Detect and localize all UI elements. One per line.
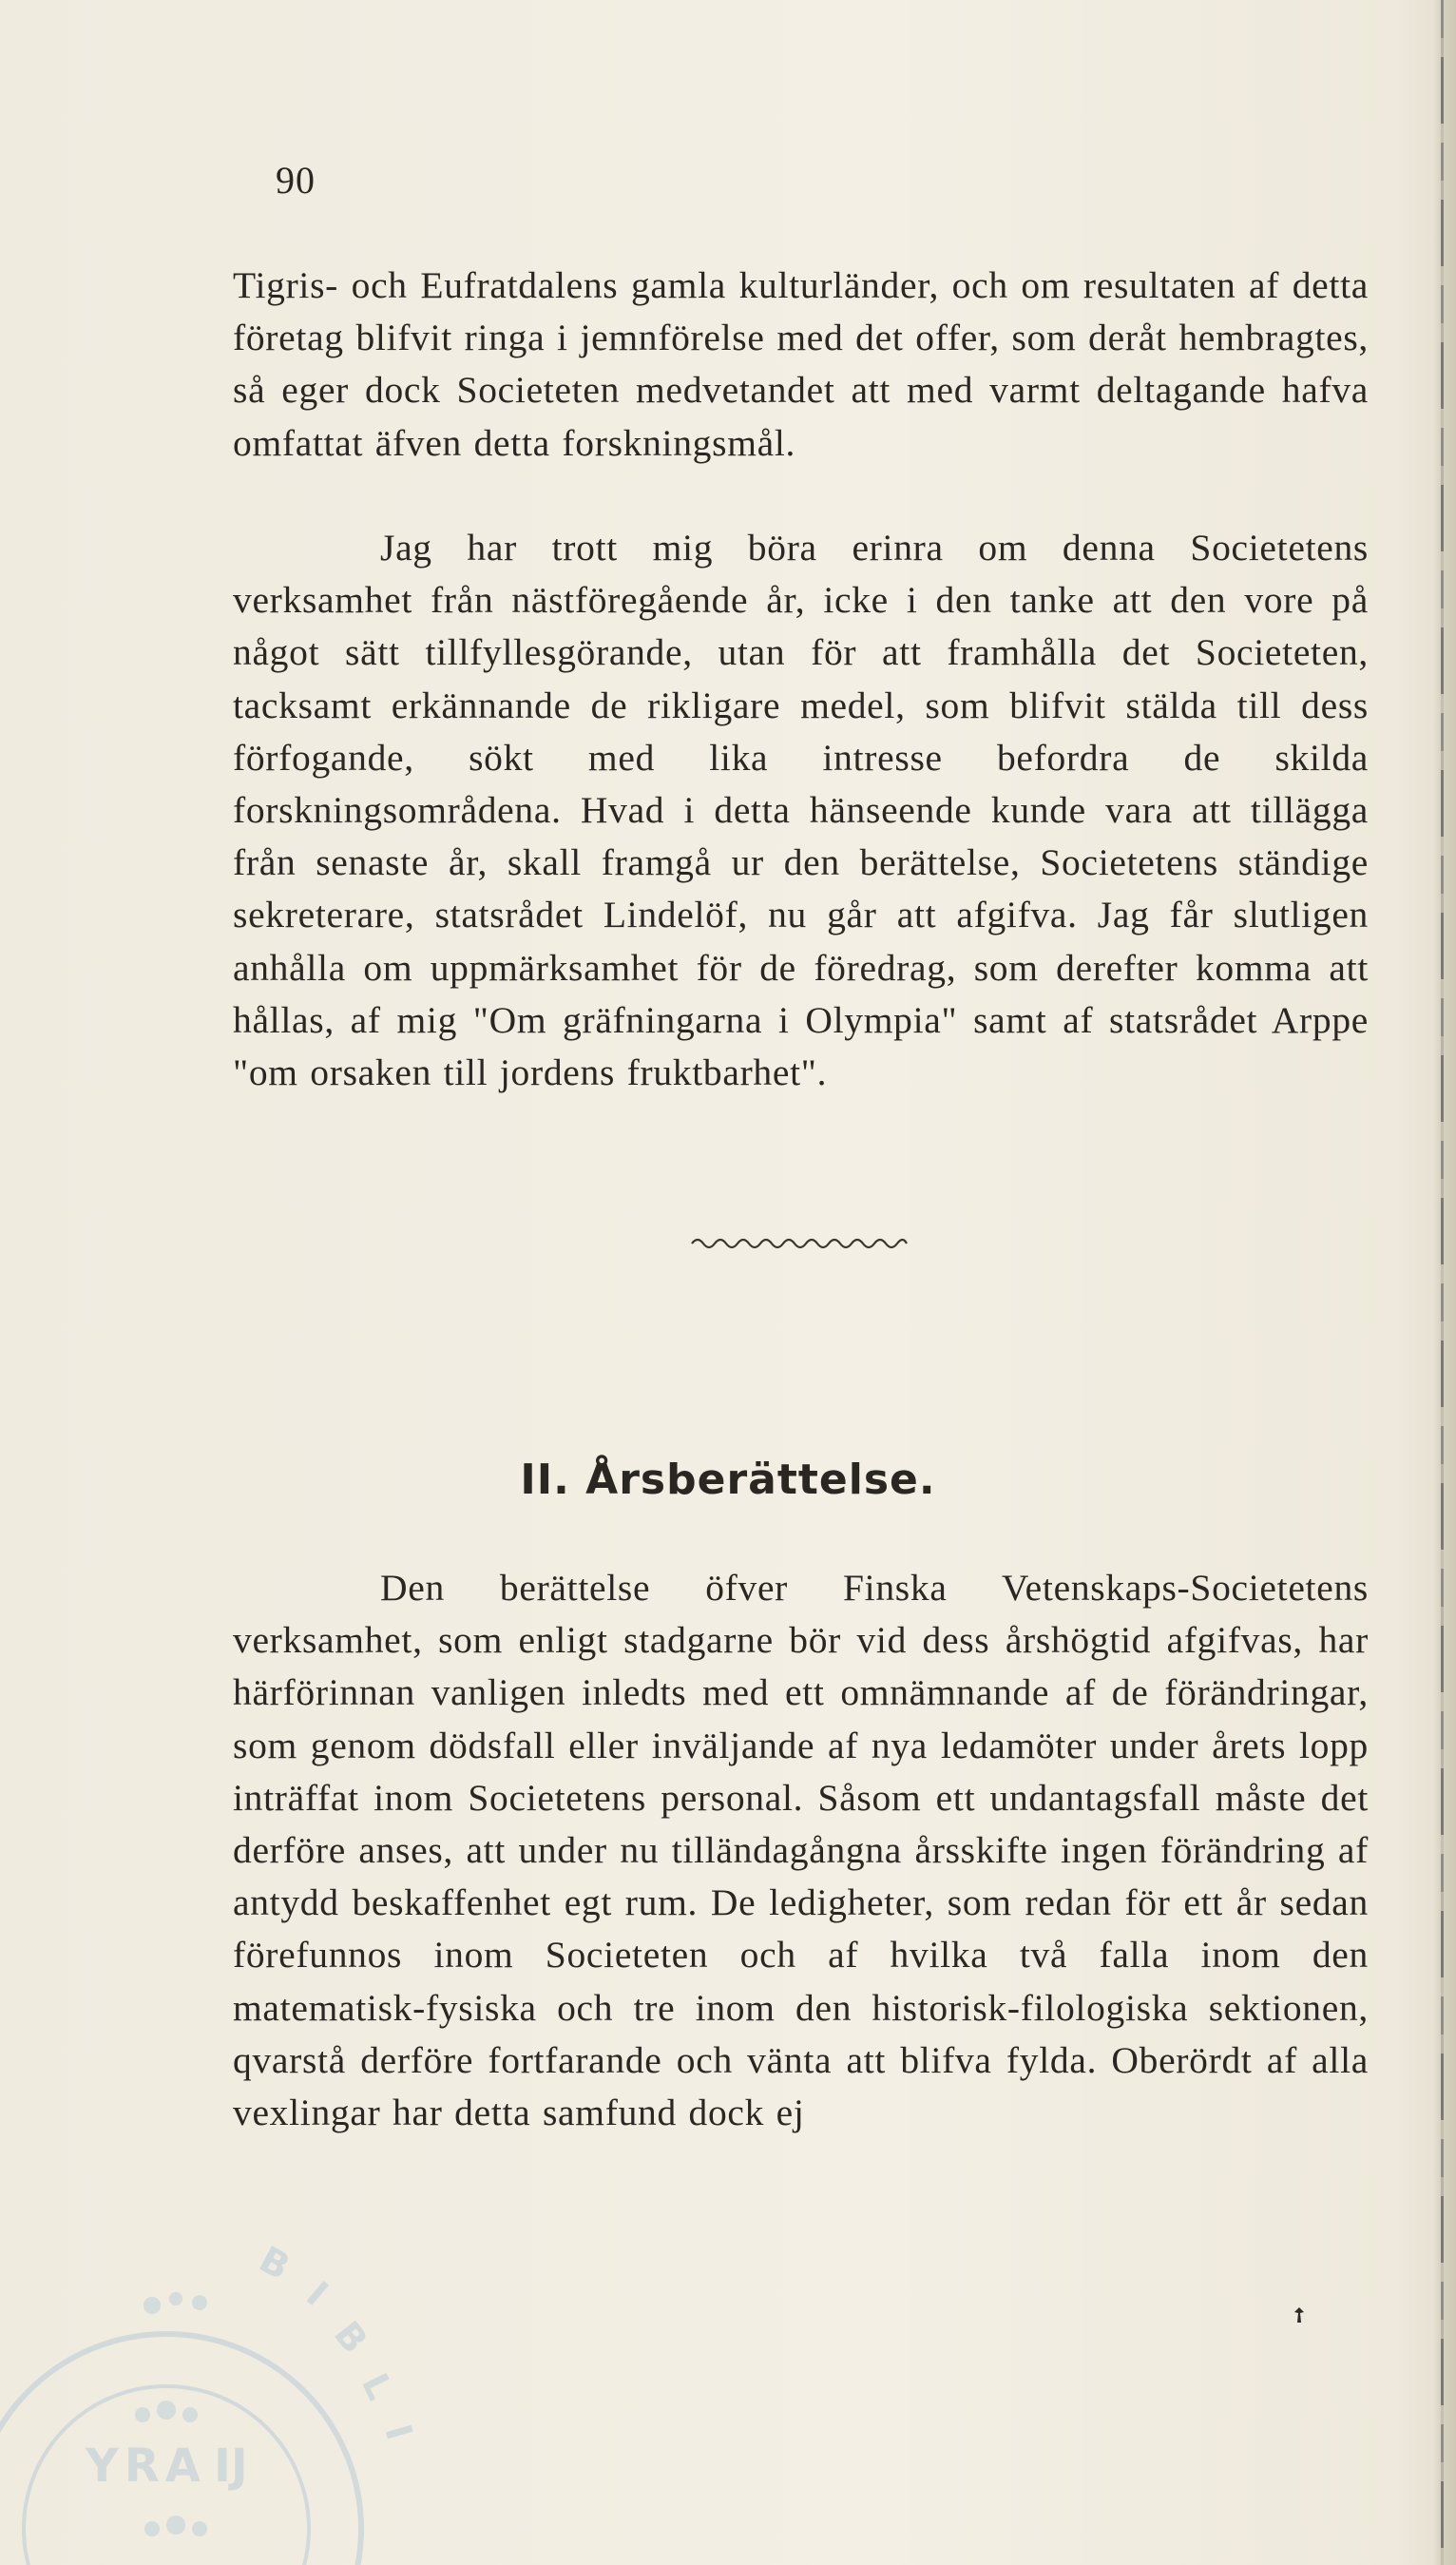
- svg-text:YRA: YRA: [86, 2440, 206, 2493]
- page-binding-edge: [1431, 0, 1456, 2565]
- svg-text:L: L: [353, 2366, 402, 2406]
- svg-text:B: B: [325, 2313, 376, 2362]
- paragraph-1: Tigris- och Eufratdalens gamla kulturländer, och om resultaten af detta företag blifvit ringa i jemnförelse med det offer, som deråt hembragtes, så eger dock Societeten medvetandet att med varmt deltagande hafva omfattat äfven detta forskningsmål.: [233, 264, 1369, 464]
- svg-text:IJ: IJ: [214, 2440, 248, 2493]
- library-stamp: [0, 2215, 437, 2565]
- ink-mark-icon: [1293, 2306, 1306, 2324]
- svg-text:I: I: [298, 2273, 336, 2314]
- svg-text:I: I: [376, 2420, 421, 2445]
- paragraph-3: Den berättelse öfver Finska Vetenskaps-Societetens verksamhet, som enligt stadgarne bör vid dess årshögtid afgifvas, har härförinnan vanligen inledts med ett omnämnande af de förändringar, som genom dödsfall eller inväljande af nya ledamöter under årets lopp inträffat inom Societetens personal. Såsom ett undantagsfall måste det derföre anses, att under nu tilländagångna årsskifte ingen förändring af antydd beskaffenhet egt rum. De ledigheter, som redan för ett år sedan förefunnos inom Societeten och af hvilka två falla inom den matematisk-fysiska och tre inom den historisk-filologiska sektionen, qvarstå derföre fortfarande och vänta att blifva fylda. Oberördt af alla vexlingar har detta samfund dock ej: [233, 1567, 1369, 2134]
- svg-text:B: B: [252, 2238, 297, 2288]
- ornamental-divider: [690, 1232, 909, 1253]
- section-heading: II. Årsberättelse.: [520, 1456, 936, 1504]
- page-number: 90: [276, 159, 316, 202]
- paragraph-2: Jag har trott mig böra erinra om denna Societetens verksamhet från nästföregående år, icke i den tanke att den vore på något sätt tillfyllesgörande, utan för att framhålla det Societeten, tacksamt erkännande de rikligare medel, som blifvit stälda till dess förfogande, sökt med lika intresse befordra de skilda forskningsområdena. Hvad i detta hänseende kunde vara att tillägga från senaste år, skall framgå ur den berättelse, Societetens ständige sekreterare, statsrådet Lindelöf, nu går att afgifva. Jag får slutligen anhålla om uppmärksamhet för de föredrag, som derefter komma att hållas, af mig "Om gräfningarna i Olympia" samt af statsrådet Arppe "om orsaken till jordens fruktbarhet".: [233, 527, 1369, 1094]
